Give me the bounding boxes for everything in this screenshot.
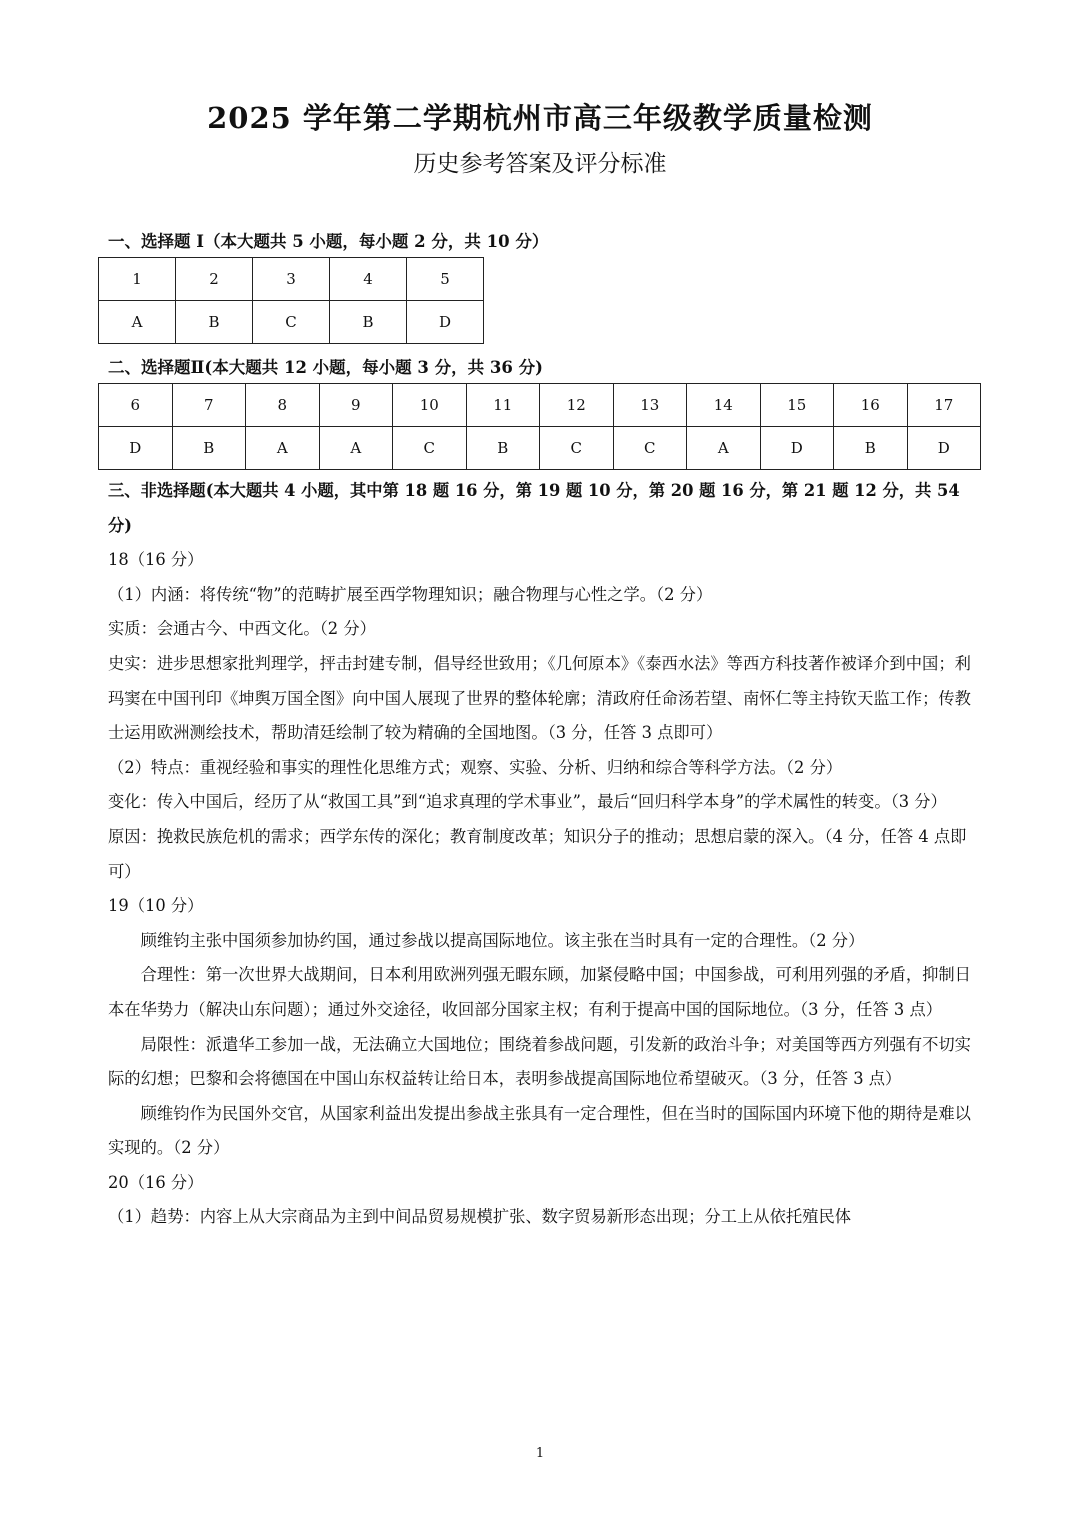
q18-changes: 变化：传入中国后，经历了从“救国工具”到“追求真理的学术事业”，最后“回归科学本身”的学术属性的转变。（3 分） <box>108 792 947 812</box>
answer-cell: B <box>172 427 246 470</box>
question-number-cell: 4 <box>330 258 407 301</box>
question-number-cell: 16 <box>834 384 908 427</box>
answer-cell: D <box>760 427 834 470</box>
section2-answer-row <box>99 427 981 470</box>
answer-cell: C <box>540 427 614 470</box>
answer-cell: C <box>613 427 687 470</box>
question-number-cell: 14 <box>687 384 761 427</box>
answer-cell: C <box>393 427 467 470</box>
q19-viewpoint: 顾维钧主张中国须参加协约国，通过参战以提高国际地位。该主张在当时具有一定的合理性。（2 分） <box>140 930 865 950</box>
section2-number-row <box>99 384 981 427</box>
answer-cell: B <box>466 427 540 470</box>
question-number-cell: 6 <box>99 384 173 427</box>
answer-body <box>108 474 972 1235</box>
question-number-cell: 13 <box>613 384 687 427</box>
q18-essence: 实质：会通古今、中西文化。（2 分） <box>108 619 376 639</box>
answer-cell: D <box>99 427 173 470</box>
answer-cell: B <box>176 301 253 344</box>
section1-heading: 一、选择题 I（本大题共 5 小题，每小题 2 分，共 10 分） <box>108 232 549 251</box>
answer-cell: A <box>246 427 320 470</box>
question-number-cell: 9 <box>319 384 393 427</box>
page-number: 1 <box>535 1446 545 1461</box>
question-number-cell: 3 <box>253 258 330 301</box>
document-subtitle: 历史参考答案及评分标准 <box>413 151 667 177</box>
q19-label: 19（10 分） <box>108 896 204 916</box>
q19-limitations: 局限性：派遣华工参加一战，无法确立大国地位；围绕着参战问题，引发新的政治斗争；对美国等西方列强有不切实际的幻想；巴黎和会将德国在中国山东权益转让给日本，表明参战提高国际地位希望破灭。（3 分，任答 3 点） <box>108 1034 971 1089</box>
section2-heading: 二、选择题Ⅱ(本大题共 12 小题，每小题 3 分，共 36 分) <box>108 358 543 377</box>
q18-reasons: 原因：挽救民族危机的需求；西学东传的深化；教育制度改革；知识分子的推动；思想启蒙的深入。（4 分，任答 4 点即可） <box>108 826 967 881</box>
question-number-cell: 5 <box>407 258 484 301</box>
question-number-cell: 15 <box>760 384 834 427</box>
question-number-cell: 17 <box>907 384 981 427</box>
answer-cell: A <box>99 301 176 344</box>
q18-label: 18（16 分） <box>108 550 204 570</box>
answer-cell: B <box>834 427 908 470</box>
q19-rationality: 合理性：第一次世界大战期间，日本利用欧洲列强无暇东顾，加紧侵略中国；中国参战，可利用列强的矛盾，抑制日本在华势力（解决山东问题）；通过外交途径，收回部分国家主权；有利于提高中国的国际地位。（3 分，任答 3 点） <box>108 965 971 1019</box>
q20-label: 20（16 分） <box>108 1172 204 1192</box>
section1-answer-table <box>98 257 484 344</box>
answer-cell: A <box>319 427 393 470</box>
q20-part1-trend: （1）趋势：内容上从大宗商品为主到中间品贸易规模扩张、数字贸易新形态出现；分工上从依托殖民体 <box>108 1207 852 1227</box>
question-number-cell: 7 <box>172 384 246 427</box>
q18-part2-features: （2）特点：重视经验和事实的理性化思维方式；观察、实验、分析、归纳和综合等科学方法。（2 分） <box>108 757 843 777</box>
document-title: 2025 学年第二学期杭州市高三年级教学质量检测 <box>207 101 873 135</box>
question-number-cell: 2 <box>176 258 253 301</box>
section1-number-row <box>99 258 484 301</box>
section3-heading: 三、非选择题(本大题共 4 小题，其中第 18 题 16 分，第 19 题 10 分，第 20 题 16 分，第 21 题 12 分，共 54 分) <box>108 481 960 535</box>
question-number-cell: 1 <box>99 258 176 301</box>
answer-cell: A <box>687 427 761 470</box>
answer-cell: B <box>330 301 407 344</box>
q19-conclusion: 顾维钧作为民国外交官，从国家利益出发提出参战主张具有一定合理性，但在当时的国际国内环境下他的期待是难以实现的。（2 分） <box>108 1103 971 1158</box>
q18-historical-facts: 史实：进步思想家批判理学，抨击封建专制，倡导经世致用；《几何原本》《泰西水法》等西方科技著作被译介到中国；利玛窦在中国刊印《坤舆万国全图》向中国人展现了世界的整体轮廓；清政府任命汤若望、南怀仁等主持钦天监工作；传教士运用欧洲测绘技术，帮助清廷绘制了较为精确的全国地图。（3 分，任答 3 点即可） <box>108 653 971 743</box>
section2-answer-table <box>98 383 981 470</box>
answer-cell: D <box>907 427 981 470</box>
question-number-cell: 8 <box>246 384 320 427</box>
answer-cell: D <box>407 301 484 344</box>
q18-part1-meaning: （1）内涵：将传统“物”的范畴扩展至西学物理知识；融合物理与心性之学。（2 分） <box>108 584 713 604</box>
question-number-cell: 11 <box>466 384 540 427</box>
question-number-cell: 12 <box>540 384 614 427</box>
answer-cell: C <box>253 301 330 344</box>
section1-answer-row <box>99 301 484 344</box>
question-number-cell: 10 <box>393 384 467 427</box>
